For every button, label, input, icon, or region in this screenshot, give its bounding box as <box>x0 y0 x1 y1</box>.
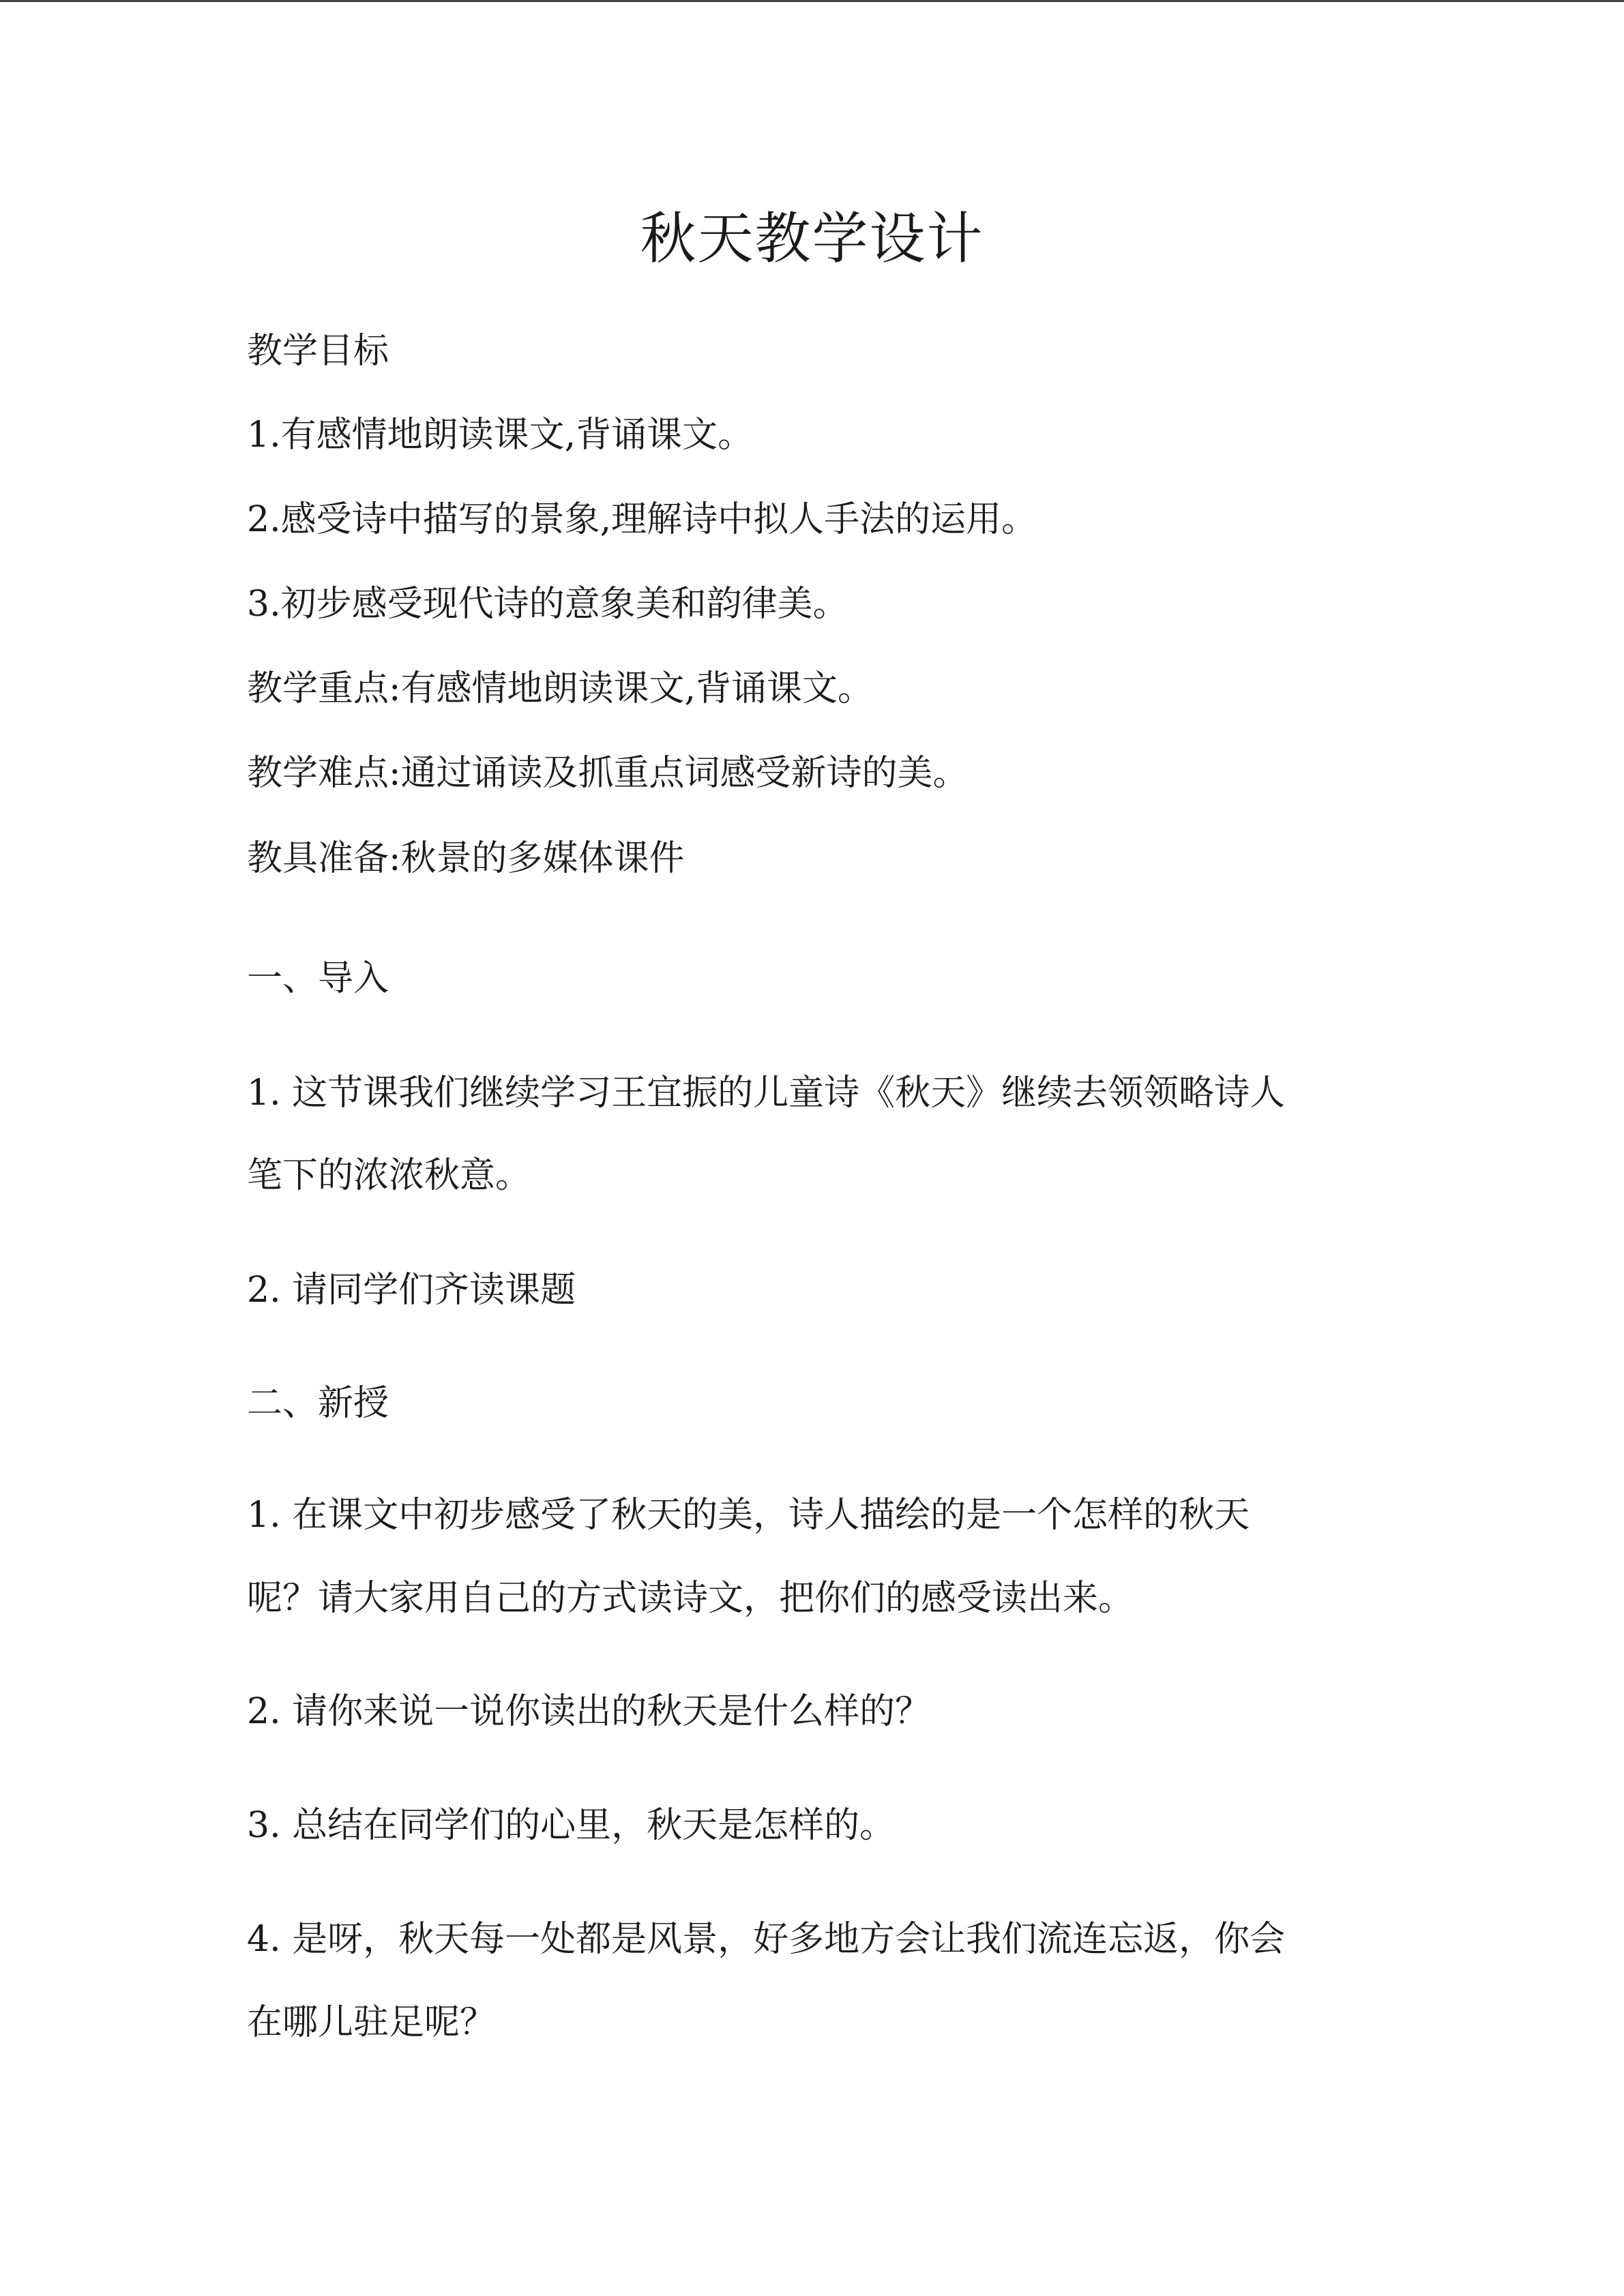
section-1-paragraph-1-line-2: 笔下的浓浓秋意。 <box>247 1155 531 1196</box>
page-top-border <box>0 0 1624 2</box>
teaching-aids: 教具准备:秋景的多媒体课件 <box>247 838 685 879</box>
section-2-paragraph-1-line-1: 1. 在课文中初步感受了秋天的美，诗人描绘的是一个怎样的秋天 <box>247 1495 1250 1536</box>
difficult-point: 教学难点:通过诵读及抓重点词感受新诗的美。 <box>247 753 969 794</box>
objective-item-1: 1.有感情地朗读课文,背诵课文。 <box>247 415 754 456</box>
objective-item-3: 3.初步感受现代诗的意象美和韵律美。 <box>247 584 848 625</box>
section-1-heading: 一、导入 <box>247 958 389 999</box>
key-point: 教学重点:有感情地朗读课文,背诵课文。 <box>247 668 874 709</box>
section-1-paragraph-2: 2. 请同学们齐读课题 <box>247 1270 576 1311</box>
section-2-paragraph-4-line-1: 4. 是呀，秋天每一处都是风景，好多地方会让我们流连忘返，你会 <box>247 1919 1286 1960</box>
objectives-heading: 教学目标 <box>247 331 389 372</box>
objective-item-2: 2.感受诗中描写的景象,理解诗中拟人手法的运用。 <box>247 499 1037 540</box>
section-2-paragraph-1-line-2: 呢？请大家用自己的方式读诗文，把你们的感受读出来。 <box>247 1578 1134 1619</box>
section-1-paragraph-1-line-1: 1. 这节课我们继续学习王宜振的儿童诗《秋天》继续去领领略诗人 <box>247 1073 1286 1114</box>
section-2-paragraph-2: 2. 请你来说一说你读出的秋天是什么样的？ <box>247 1691 931 1732</box>
section-2-paragraph-3: 3. 总结在同学们的心里，秋天是怎样的。 <box>247 1805 896 1846</box>
section-2-heading: 二、新授 <box>247 1383 389 1424</box>
section-2-paragraph-4-line-2: 在哪儿驻足呢？ <box>247 2002 496 2043</box>
document-title: 秋天教学设计 <box>640 207 984 271</box>
